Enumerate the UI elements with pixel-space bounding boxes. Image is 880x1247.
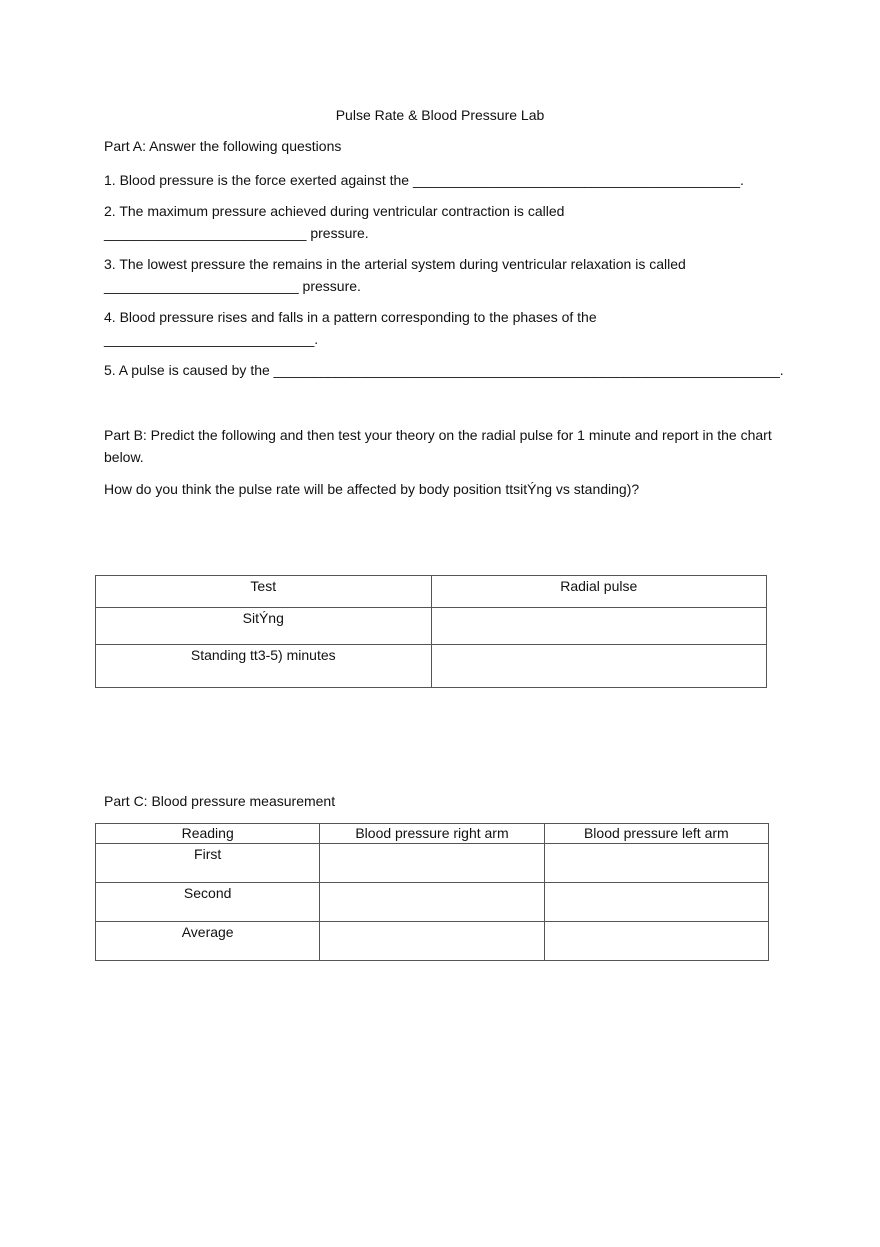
table-header-row [96,824,769,844]
question-2-line-1: 2. The maximum pressure achieved during ventricular contraction is called [104,203,565,219]
average-right-arm-cell[interactable] [320,922,544,961]
row-label-average: Average [96,922,320,961]
standing-pulse-cell[interactable] [431,645,767,688]
page-title: Pulse Rate & Blood Pressure Lab [335,107,545,123]
radial-pulse-table [95,575,767,688]
blood-pressure-table [95,823,769,961]
question-2 [104,200,784,244]
table-row [96,844,769,883]
second-left-arm-cell[interactable] [544,883,768,922]
first-right-arm-cell[interactable] [320,844,544,883]
second-right-arm-cell[interactable] [320,883,544,922]
part-b-heading: Part B: Predict the following and then test your theory on the radial pulse for 1 minute and report in the chart below. [104,427,772,465]
row-label-standing: Standing tt3-5) minutes [96,645,432,688]
question-4-line-1: 4. Blood pressure rises and falls in a pattern corresponding to the phases of the [104,309,597,325]
part-a-heading: Part A: Answer the following questions [104,138,342,154]
row-label-first: First [96,844,320,883]
header-reading: Reading [96,824,320,844]
row-label-sitting: SitÝng [96,608,432,645]
question-4-line-2: ___________________________. [104,331,319,347]
table-row [96,608,767,645]
header-right-arm: Blood pressure right arm [320,824,544,844]
table-row [96,883,769,922]
question-1: 1. Blood pressure is the force exerted against the __________________________________________. [104,172,744,188]
average-left-arm-cell[interactable] [544,922,768,961]
question-3 [104,253,784,297]
header-test: Test [96,576,432,608]
header-radial-pulse: Radial pulse [431,576,767,608]
table-row [96,922,769,961]
row-label-second: Second [96,883,320,922]
question-2-line-2: __________________________ pressure. [104,225,369,241]
question-4 [104,306,784,350]
question-5: 5. A pulse is caused by the _________________________________________________________________. [104,362,784,378]
table-header-row [96,576,767,608]
first-left-arm-cell[interactable] [544,844,768,883]
table-row [96,645,767,688]
part-b-question: How do you think the pulse rate will be affected by body position ttsitÝng vs standing)? [104,481,640,497]
question-3-line-1: 3. The lowest pressure the remains in the arterial system during ventricular relaxation is called [104,256,686,272]
question-3-line-2: _________________________ pressure. [104,278,361,294]
part-c-heading: Part C: Blood pressure measurement [104,793,336,809]
header-left-arm: Blood pressure left arm [544,824,768,844]
sitting-pulse-cell[interactable] [431,608,767,645]
